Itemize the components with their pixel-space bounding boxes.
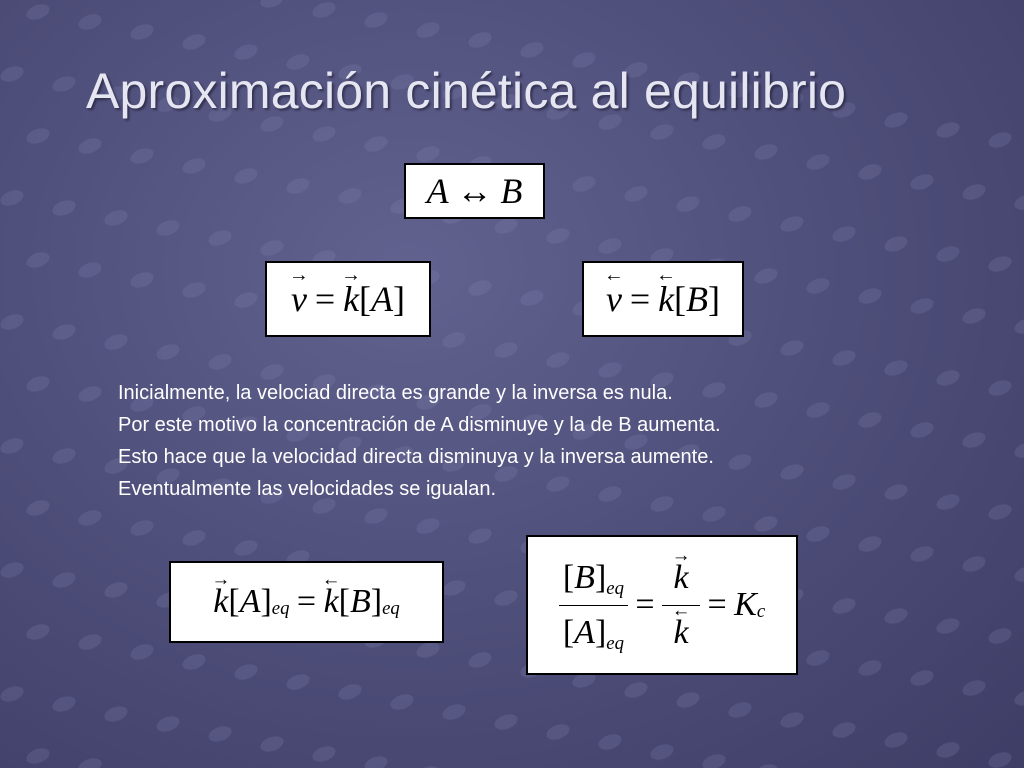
background-dot bbox=[76, 631, 103, 652]
background-dot bbox=[752, 761, 779, 768]
species-a: A bbox=[239, 583, 261, 620]
product-symbol: B bbox=[500, 171, 523, 211]
background-dot bbox=[492, 339, 519, 360]
background-dot bbox=[674, 193, 701, 214]
background-dot bbox=[76, 259, 103, 280]
background-dot bbox=[50, 445, 77, 466]
background-dot bbox=[232, 537, 259, 558]
background-dot bbox=[752, 265, 779, 286]
background-dot bbox=[830, 595, 857, 616]
background-dot bbox=[466, 277, 493, 298]
background-dot bbox=[102, 331, 129, 352]
reversible-arrow: ↔ bbox=[456, 171, 493, 211]
background-dot bbox=[804, 151, 831, 172]
background-dot bbox=[362, 505, 389, 526]
background-dot bbox=[180, 651, 207, 672]
background-dot bbox=[804, 523, 831, 544]
background-dot bbox=[232, 661, 259, 682]
background-dot bbox=[934, 615, 961, 636]
background-dot bbox=[986, 253, 1013, 274]
background-dot bbox=[232, 289, 259, 310]
background-dot bbox=[128, 641, 155, 662]
background-dot bbox=[76, 11, 103, 32]
background-dot bbox=[180, 279, 207, 300]
equals-sign: = bbox=[635, 586, 655, 623]
background-dot bbox=[674, 689, 701, 710]
background-dot bbox=[778, 213, 805, 234]
background-dot bbox=[154, 713, 181, 734]
ratio-numerator bbox=[559, 557, 628, 599]
background-dot bbox=[440, 577, 467, 598]
background-dot bbox=[362, 133, 389, 154]
close-bracket: ] bbox=[594, 613, 607, 651]
background-dot bbox=[856, 285, 883, 306]
fraction-bar bbox=[559, 605, 628, 606]
background-dot bbox=[1012, 563, 1024, 584]
reverse-rate-equation-box bbox=[582, 261, 744, 337]
explanation-line: Por este motivo la concentración de A disminuye y la de B aumenta. bbox=[118, 414, 721, 436]
background-dot bbox=[310, 123, 337, 144]
species-a: A bbox=[574, 613, 595, 651]
ratio-numerator bbox=[670, 557, 693, 599]
reverse-rate-constant: ← k bbox=[324, 583, 339, 621]
background-dot bbox=[908, 295, 935, 316]
background-dot bbox=[960, 305, 987, 326]
open-bracket: [ bbox=[562, 613, 575, 651]
background-dot bbox=[752, 513, 779, 534]
background-dot bbox=[700, 751, 727, 768]
background-dot bbox=[882, 605, 909, 626]
rate-constant-ratio bbox=[662, 557, 700, 654]
background-dot bbox=[804, 275, 831, 296]
eq-subscript: eq bbox=[382, 597, 400, 619]
background-dot bbox=[128, 269, 155, 290]
background-dot bbox=[414, 19, 441, 40]
forward-species: A bbox=[371, 279, 394, 319]
background-dot bbox=[24, 249, 51, 270]
background-dot bbox=[180, 31, 207, 52]
explanation-line: Eventualmente las velocidades se igualan. bbox=[118, 478, 497, 500]
equals-sign: = bbox=[296, 583, 317, 620]
background-dot bbox=[986, 129, 1013, 150]
equals-sign: = bbox=[707, 586, 727, 623]
background-dot bbox=[258, 733, 285, 754]
background-dot bbox=[206, 351, 233, 372]
background-dot bbox=[24, 125, 51, 146]
background-dot bbox=[596, 731, 623, 752]
background-dot bbox=[232, 41, 259, 62]
background-dot bbox=[726, 203, 753, 224]
ratio-denominator bbox=[670, 612, 693, 654]
background-dot bbox=[830, 223, 857, 244]
forward-rate-constant: → k bbox=[213, 583, 228, 621]
background-dot bbox=[778, 337, 805, 358]
close-bracket: ] bbox=[708, 279, 721, 319]
background-dot bbox=[414, 515, 441, 536]
equilibrium-constant-symbol: K bbox=[734, 586, 757, 623]
background-dot bbox=[128, 21, 155, 42]
background-dot bbox=[518, 287, 545, 308]
background-dot bbox=[0, 187, 26, 208]
background-dot bbox=[908, 543, 935, 564]
background-dot bbox=[700, 131, 727, 152]
open-bracket: [ bbox=[674, 279, 687, 319]
background-dot bbox=[882, 357, 909, 378]
forward-rate-constant: → k bbox=[343, 278, 359, 320]
background-dot bbox=[24, 497, 51, 518]
background-dot bbox=[934, 367, 961, 388]
species-b: B bbox=[574, 558, 595, 596]
background-dot bbox=[206, 227, 233, 248]
background-dot bbox=[570, 173, 597, 194]
reverse-rate-constant: ← k bbox=[658, 278, 674, 320]
background-dot bbox=[804, 647, 831, 668]
background-dot bbox=[440, 329, 467, 350]
background-dot bbox=[986, 501, 1013, 522]
background-dot bbox=[76, 135, 103, 156]
forward-rate-constant: → k bbox=[674, 559, 689, 597]
background-dot bbox=[128, 145, 155, 166]
open-bracket: [ bbox=[228, 583, 240, 620]
background-dot bbox=[206, 0, 233, 1]
reverse-species: B bbox=[686, 279, 709, 319]
open-bracket: [ bbox=[562, 558, 575, 596]
background-dot bbox=[466, 29, 493, 50]
open-bracket: [ bbox=[338, 583, 350, 620]
background-dot bbox=[50, 197, 77, 218]
equilibrium-condition-box bbox=[169, 561, 444, 643]
eq-subscript: eq bbox=[271, 597, 290, 619]
background-dot bbox=[0, 435, 26, 456]
background-dot bbox=[960, 677, 987, 698]
background-dot bbox=[622, 183, 649, 204]
background-dot bbox=[388, 691, 415, 712]
reactant-symbol: A bbox=[426, 171, 449, 211]
background-dot bbox=[76, 383, 103, 404]
background-dot bbox=[544, 721, 571, 742]
background-dot bbox=[1012, 439, 1024, 460]
background-dot bbox=[24, 745, 51, 766]
background-dot bbox=[440, 701, 467, 722]
background-dot bbox=[882, 109, 909, 130]
reverse-rate-constant: ← k bbox=[674, 614, 689, 652]
close-bracket: ] bbox=[393, 279, 406, 319]
background-dot bbox=[310, 0, 337, 21]
open-bracket: [ bbox=[359, 279, 372, 319]
background-dot bbox=[986, 749, 1013, 768]
background-dot bbox=[180, 527, 207, 548]
background-dot bbox=[856, 533, 883, 554]
background-dot bbox=[0, 683, 26, 704]
explanation-text bbox=[118, 377, 938, 505]
background-dot bbox=[414, 143, 441, 164]
background-dot bbox=[76, 755, 103, 768]
background-dot bbox=[258, 237, 285, 258]
background-dot bbox=[492, 711, 519, 732]
background-dot bbox=[24, 621, 51, 642]
background-dot bbox=[180, 155, 207, 176]
eq-subscript: eq bbox=[606, 633, 624, 655]
background-dot bbox=[544, 225, 571, 246]
background-dot bbox=[206, 723, 233, 744]
background-dot bbox=[960, 181, 987, 202]
background-dot bbox=[154, 341, 181, 362]
eq-subscript: eq bbox=[606, 578, 624, 600]
background-dot bbox=[518, 39, 545, 60]
background-dot bbox=[466, 525, 493, 546]
close-bracket: ] bbox=[594, 558, 607, 596]
explanation-line: Inicialmente, la velociad directa es grande y la inversa es nula. bbox=[118, 382, 673, 404]
background-dot bbox=[778, 709, 805, 730]
background-dot bbox=[24, 373, 51, 394]
background-dot bbox=[934, 119, 961, 140]
background-dot bbox=[284, 671, 311, 692]
background-dot bbox=[310, 743, 337, 764]
background-dot bbox=[856, 161, 883, 182]
background-dot bbox=[336, 185, 363, 206]
background-dot bbox=[544, 349, 571, 370]
background-dot bbox=[960, 553, 987, 574]
equals-sign: = bbox=[314, 279, 336, 319]
background-dot bbox=[856, 657, 883, 678]
background-dot bbox=[648, 741, 675, 762]
background-dot bbox=[50, 73, 77, 94]
background-dot bbox=[336, 681, 363, 702]
background-dot bbox=[648, 121, 675, 142]
background-dot bbox=[908, 667, 935, 688]
background-dot bbox=[466, 649, 493, 670]
background-dot bbox=[362, 753, 389, 768]
background-dot bbox=[50, 693, 77, 714]
species-b: B bbox=[349, 583, 371, 620]
reverse-velocity-symbol: ← v bbox=[606, 278, 622, 320]
background-dot bbox=[414, 763, 441, 768]
background-dot bbox=[362, 9, 389, 30]
background-dot bbox=[596, 235, 623, 256]
background-dot bbox=[232, 165, 259, 186]
background-dot bbox=[50, 321, 77, 342]
background-dot bbox=[830, 347, 857, 368]
background-dot bbox=[726, 699, 753, 720]
background-dot bbox=[0, 63, 26, 84]
background-dot bbox=[622, 679, 649, 700]
slide-title: Aproximación cinética al equilibrio bbox=[86, 63, 847, 119]
background-dot bbox=[128, 517, 155, 538]
background-dot bbox=[102, 579, 129, 600]
concentration-ratio bbox=[559, 557, 628, 654]
background-dot bbox=[1012, 191, 1024, 212]
equilibrium-constant-box bbox=[526, 535, 798, 675]
background-dot bbox=[934, 243, 961, 264]
background-dot bbox=[102, 703, 129, 724]
background-dot bbox=[50, 569, 77, 590]
background-dot bbox=[882, 233, 909, 254]
reaction-equation-box bbox=[404, 163, 545, 219]
ratio-denominator bbox=[559, 612, 628, 654]
background-dot bbox=[0, 559, 26, 580]
c-subscript: c bbox=[756, 600, 766, 622]
equals-sign: = bbox=[629, 279, 651, 319]
background-dot bbox=[908, 171, 935, 192]
background-dot bbox=[830, 719, 857, 740]
background-dot bbox=[960, 429, 987, 450]
background-dot bbox=[882, 729, 909, 750]
forward-velocity-symbol: → v bbox=[291, 278, 307, 320]
explanation-line: Esto hace que la velocidad directa disminuya y la inversa aumente. bbox=[118, 446, 714, 468]
background-dot bbox=[284, 175, 311, 196]
background-dot bbox=[102, 207, 129, 228]
background-dot bbox=[934, 491, 961, 512]
background-dot bbox=[154, 217, 181, 238]
background-dot bbox=[0, 311, 26, 332]
background-dot bbox=[934, 739, 961, 760]
background-dot bbox=[986, 625, 1013, 646]
background-dot bbox=[24, 1, 51, 22]
background-dot bbox=[752, 141, 779, 162]
background-dot bbox=[492, 587, 519, 608]
background-dot bbox=[986, 377, 1013, 398]
close-bracket: ] bbox=[260, 583, 272, 620]
background-dot bbox=[1012, 315, 1024, 336]
background-dot bbox=[76, 507, 103, 528]
background-dot bbox=[1012, 687, 1024, 708]
close-bracket: ] bbox=[370, 583, 383, 620]
forward-rate-equation-box bbox=[265, 261, 431, 337]
background-dot bbox=[700, 503, 727, 524]
background-dot bbox=[258, 0, 285, 11]
